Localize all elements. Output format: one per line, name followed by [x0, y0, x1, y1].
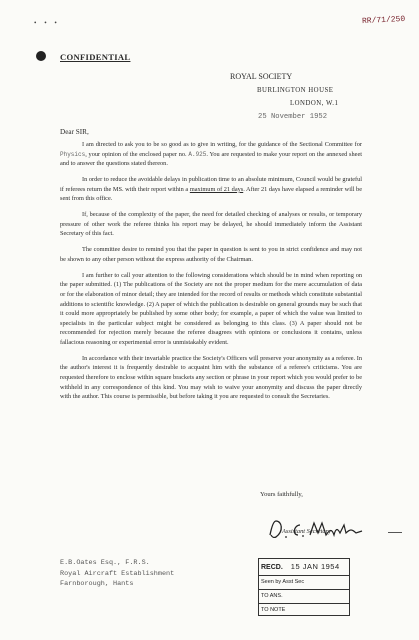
recipient-address	[60, 558, 174, 590]
stamp-recd-row: RECD. 15 JAN 1954	[259, 559, 349, 576]
confidential-label: CONFIDENTIAL	[60, 52, 131, 62]
stamp-to-ans-row: TO ANS.	[259, 590, 349, 604]
recipient-line-3: Farnborough, Hants	[60, 580, 134, 588]
closing: Yours faithfully,	[260, 491, 303, 498]
paragraph-5: I am further to call your attention to the following considerations which should be in mind when reporting on the paper submitted. (1) The publications of the Society are not the proper medium for the mere accumulation of data or for the elaboration of minor detail; they are intended for the record of results or methods which constitute substantial additions to scientific knowledge. (2) A paper of which the publication is desirable on general grounds may be such that it could more appropriately be published by some other body; for example, a paper of which the value was limited to specialists in the particular subject might be considered as belonging to this class. (3) A paper should not be recommended for rejection merely because the referee disagrees with opinions or conclusions it contains, unless fallacious reasoning or experimental error is unmistakably evident.	[60, 271, 362, 346]
archive-reference: RR/71/250	[361, 14, 406, 27]
stamp-date: 15 JAN 1954	[290, 562, 340, 571]
received-stamp	[258, 558, 350, 616]
paragraph-6: In accordance with their invariable practice the Society's Officers will preserve your anonymity as a referee. In the author's interest it is frequently desirable to acquaint him with the substance of a referee's criticisms. You are requested therefore to enclose within square brackets any section or phrase in your report which you would prefer to be withheld in any correspondence of this kind. You may wish to waive your anonymity and discuss the paper directly with the author. This course is permissible, but before taking it you are requested to consult the Secretaries.	[60, 354, 362, 401]
stamp-seen-row: Seen by Asst Sec	[259, 576, 349, 590]
address-line-1: BURLINGTON HOUSE	[257, 86, 334, 94]
paragraph-1: I am directed to ask you to be so good as to give in writing, for the guidance of the Sectional Committee for Physics, your opinion of the enclosed paper no. A.925. You are requested to make your report on the annexed sheet and to answer the questions stated thereon.	[60, 141, 362, 168]
letter-body	[60, 140, 362, 408]
org-name: ROYAL SOCIETY	[230, 72, 293, 81]
letterhead-address	[230, 70, 338, 111]
margin-mark	[388, 532, 402, 533]
marker-dots: • • •	[34, 19, 60, 27]
recipient-line-1: E.B.Oates Esq., F.R.S.	[60, 559, 150, 567]
paragraph-2: In order to reduce the avoidable delays in publication time to an absolute minimum, Council would be grateful if referees return the MS. with their report within a maximum of 21 days. After 21 days have elapsed a reminder will be sent from this office.	[60, 176, 362, 203]
signer-title: Assistant Secretary	[282, 528, 331, 535]
paragraph-4: The committee desire to remind you that the paper in question is sent to you in strict confidence and may not be shown to any other person without the express authority of the Chairman.	[60, 246, 362, 263]
recipient-line-2: Royal Aircraft Establishment	[60, 569, 175, 578]
address-line-2: LONDON, W.1	[290, 100, 339, 107]
paragraph-3: If, because of the complexity of the paper, the need for detailed checking of analyses or results, or temporary pressure of other work the referee thinks his report may be delayed, he should immediately inform the Assistant Secretary of this fact.	[60, 211, 362, 238]
letter-date: 25 November 1952	[258, 113, 328, 121]
paper-number-field: A.925	[188, 150, 207, 158]
section-field: Physics	[60, 150, 86, 158]
salutation: Dear SIR,	[60, 128, 89, 136]
stamp-to-note-row: TO NOTE	[261, 607, 286, 613]
seal-icon	[36, 51, 46, 61]
